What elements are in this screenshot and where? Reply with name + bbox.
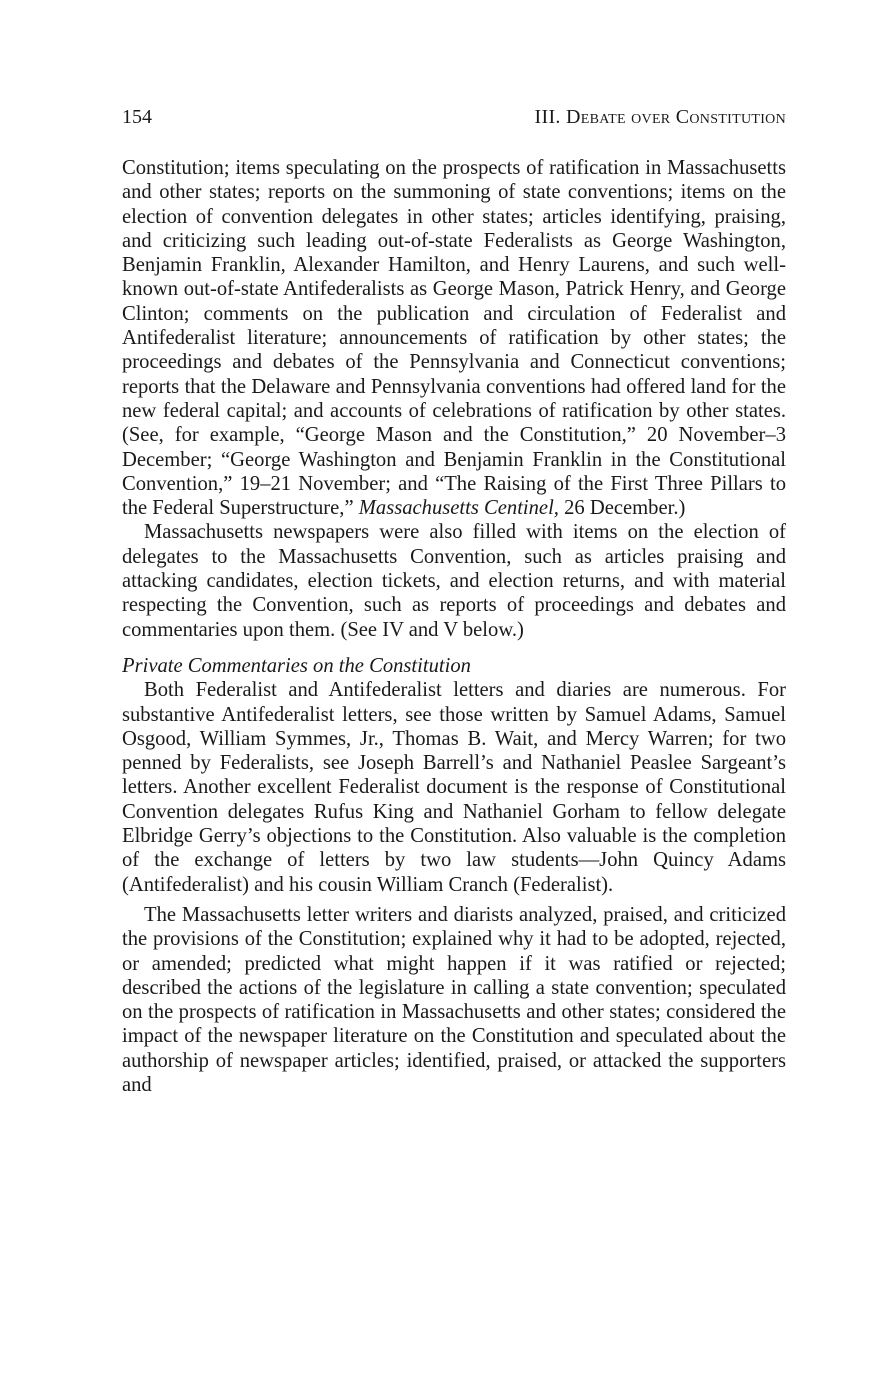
running-title: III. Debate over Constitution xyxy=(534,106,786,128)
paragraph-1 xyxy=(122,156,786,520)
body-text xyxy=(122,156,786,1097)
paragraph-2: Massachusetts newspapers were also filled with items on the election of delegates to the Massachusetts Convention, such as articles praising and attacking candidates, election tickets, and election returns, and with material respecting the Convention, such as reports of proceedings and debates and commentaries upon them. (See IV and V below.) xyxy=(122,521,786,641)
paragraph-1-italic: Massachusetts Centinel, xyxy=(358,497,559,520)
running-head xyxy=(122,104,786,130)
page-number: 154 xyxy=(122,106,152,128)
document-page xyxy=(122,104,786,1097)
paragraph-1-text: Constitution; items speculating on the prospects of ratification in Massachusetts and other states; reports on the summoning of state conventions; items on the election of convention delegates in other states; articles identifying, praising, and criticizing such leading out-of-state Federalists as George Washington, Benjamin Franklin, Alexander Hamilton, and Henry Laurens, and such well-known out-of-state Antifederalists as George Mason, Patrick Henry, and George Clinton; comments on the publication and circulation of Federalist and Antifederalist literature; announcements of ratification by other states; the proceedings and debates of the Pennsylvania and Connecticut conventions; reports that the Delaware and Pennsylvania conventions had offered land for the new federal capital; and accounts of celebrations of ratification by other states. (See, for example, “George Mason and the Constitution,” 20 November–3 December; “George Washington and Benjamin Franklin in the Constitutional Convention,” 19–21 November; and “The Raising of the First Three Pillars to the Federal Superstructure,” xyxy=(122,157,786,520)
paragraph-1-tail: 26 December.) xyxy=(558,497,686,520)
paragraph-4: The Massachusetts letter writers and diarists analyzed, praised, and criticized the provisions of the Constitution; explained why it had to be adopted, rejected, or amended; predicted what might happen if it was ratified or rejected; described the actions of the legislature in calling a state convention; speculated on the prospects of ratification in Massachusetts and other states; considered the impact of the newspaper literature on the Constitution and speculated about the authorship of newspaper articles; identified, praised, or attacked the supporters and xyxy=(122,903,786,1096)
section-heading: Private Commentaries on the Constitution xyxy=(122,654,471,677)
paragraph-3: Both Federalist and Antifederalist letters and diaries are numerous. For substantive Antifederalist letters, see those written by Samuel Adams, Samuel Osgood, William Symmes, Jr., Thomas B. Wait, and Mercy Warren; for two penned by Federalists, see Joseph Barrell’s and Nathaniel Peaslee Sargeant’s letters. Another excellent Federalist document is the response of Constitutional Convention delegates Rufus King and Nathaniel Gorham to fellow delegate Elbridge Gerry’s objections to the Constitution. Also valuable is the completion of the exchange of letters by two law students—John Quincy Adams (Antifederalist) and his cousin William Cranch (Federalist). xyxy=(122,679,786,896)
